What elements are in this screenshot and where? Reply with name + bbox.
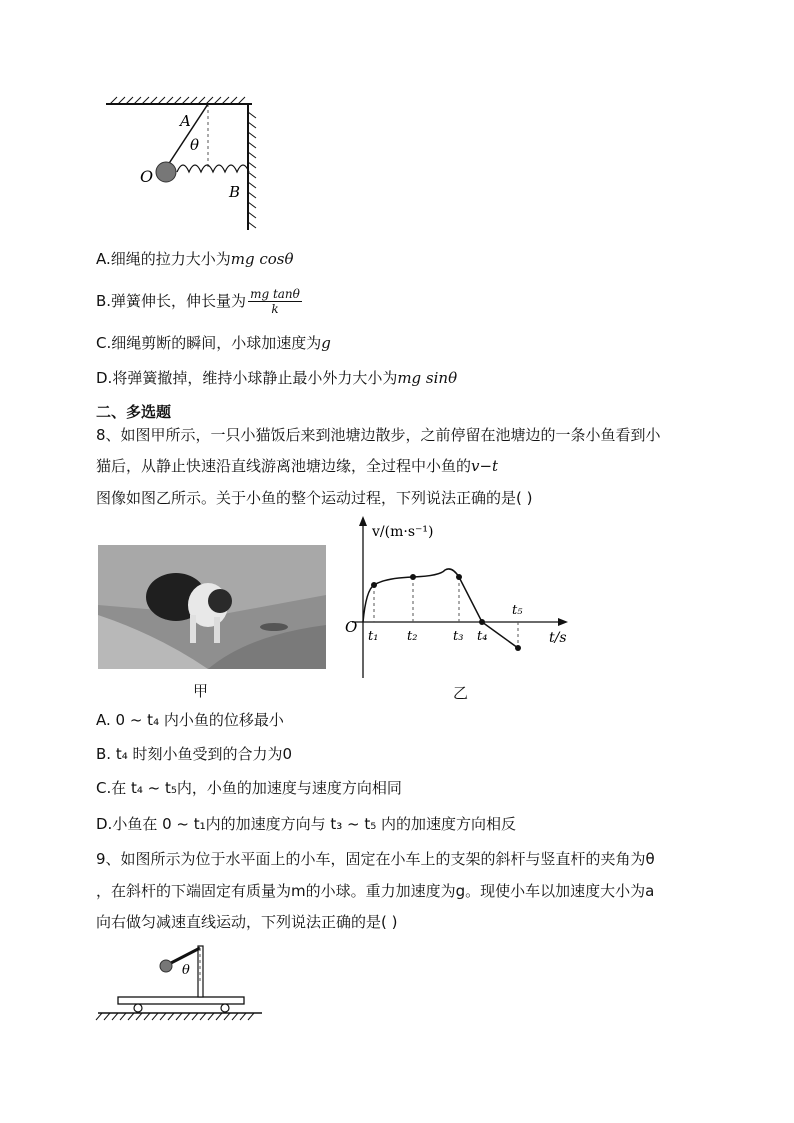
label-B: B: [229, 183, 241, 201]
tick-t5: t₅: [512, 603, 523, 618]
q7-option-a: A.细绳的拉力大小为mg cosθ: [96, 250, 294, 268]
label-theta: θ: [190, 136, 200, 154]
q8-option-c: C.在 t₄ ~ t₅内，小鱼的加速度与速度方向相同: [96, 779, 402, 797]
cart-theta: θ: [182, 963, 190, 978]
graph-origin: O: [345, 618, 358, 636]
q8-line-3: 图像如图乙所示。关于小鱼的整个运动过程，下列说法正确的是( ): [96, 489, 533, 507]
q7-option-c: C.细绳剪断的瞬间，小球加速度为g: [96, 334, 331, 352]
label-A: A: [180, 112, 191, 130]
label-O: O: [140, 167, 154, 186]
tick-t3: t₃: [453, 629, 464, 644]
section-heading: 二、多选题: [96, 403, 172, 421]
fraction: $\frac{\text{mg tanθ}}{k}$: [250, 287, 300, 316]
graph-xlabel: t/s: [549, 630, 567, 646]
tick-t1: t₁: [368, 629, 379, 644]
q8-option-b: B. t₄ 时刻小鱼受到的合力为0: [96, 745, 293, 763]
q8-line-1: 8、如图甲所示，一只小猫饭后来到池塘边散步，之前停留在池塘边的一条小鱼看到小: [96, 426, 661, 444]
q7-option-d: D.将弹簧撤掉，维持小球静止最小外力大小为mg sinθ: [96, 369, 458, 387]
q7-option-b: B.弹簧伸长，伸长量为 $\frac{\text{mg tanθ}}{k}$: [96, 287, 300, 316]
q9-line-3: 向右做匀减速直线运动，下列说法正确的是( ): [96, 913, 398, 931]
q8-option-d: D.小鱼在 0 ~ t₁内的加速度方向与 t₃ ~ t₅ 内的加速度方向相反: [96, 815, 517, 833]
caption-left: 甲: [193, 682, 209, 700]
graph-ylabel: v/(m·s⁻¹): [372, 524, 434, 540]
tick-t2: t₂: [407, 629, 418, 644]
tick-t4: t₄: [477, 629, 488, 644]
q8-line-2: 猫后，从静止快速沿直线游离池塘边缘，全过程中小鱼的v−t: [96, 457, 499, 475]
q9-line-2: ，在斜杆的下端固定有质量为m的小球。重力加速度为g。现使小车以加速度大小为a: [96, 882, 655, 900]
caption-right: 乙: [453, 684, 469, 702]
q8-option-a: A. 0 ~ t₄ 内小鱼的位移最小: [96, 711, 284, 729]
q9-line-1: 9、如图所示为位于水平面上的小车，固定在小车上的支架的斜杆与竖直杆的夹角为θ: [96, 850, 655, 868]
